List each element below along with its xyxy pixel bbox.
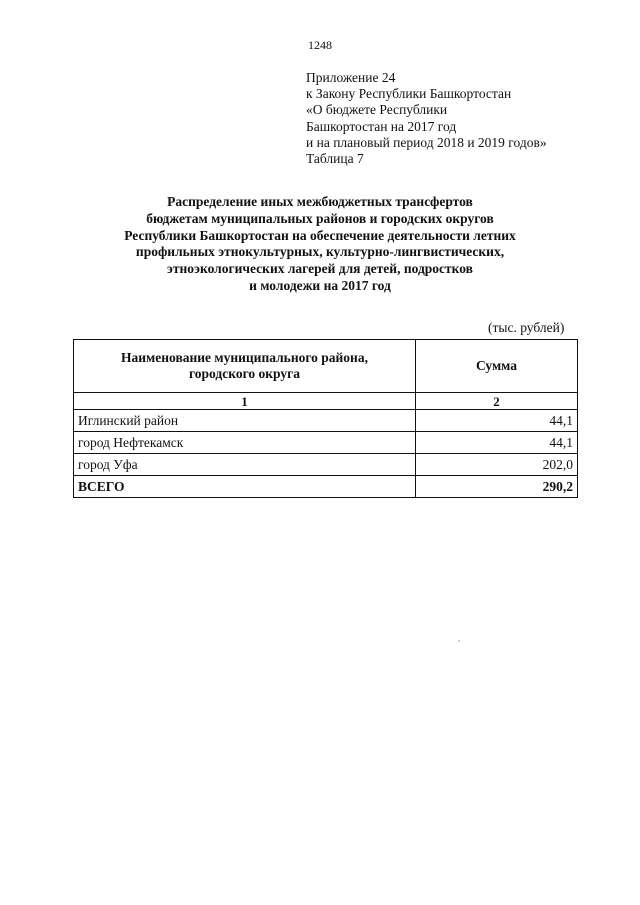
column-number-row	[74, 393, 578, 410]
table-header-row	[74, 340, 578, 393]
total-label: ВСЕГО	[74, 476, 416, 498]
column-number-1: 1	[74, 393, 416, 410]
title-line: этноэкологических лагерей для детей, подростков	[167, 261, 473, 277]
title-line: профильных этнокультурных, культурно-лингвистических,	[135, 244, 505, 260]
header-name-cell	[74, 340, 416, 393]
units-label: (тыс. рублей)	[488, 320, 565, 335]
document-title	[0, 194, 640, 295]
table-row	[74, 454, 578, 476]
header-sum-cell: Сумма	[416, 340, 578, 393]
title-line: Республики Башкортостан на обеспечение деятельности летних	[124, 227, 516, 243]
appendix-line: «О бюджете Республики	[306, 102, 448, 118]
total-sum: 290,2	[416, 476, 578, 498]
transfers-table	[73, 339, 578, 498]
scan-speck	[458, 640, 460, 642]
row-sum: 44,1	[416, 410, 578, 432]
table-row	[74, 410, 578, 432]
appendix-line: Башкортостан на 2017 год	[306, 118, 457, 134]
appendix-line: и на плановый период 2018 и 2019 годов»	[306, 134, 547, 150]
table-row	[74, 432, 578, 454]
appendix-header	[306, 70, 547, 167]
row-sum: 44,1	[416, 432, 578, 454]
appendix-line: к Закону Республики Башкортостан	[306, 86, 512, 102]
header-name-line1: Наименование муниципального района,	[121, 350, 368, 365]
title-line: бюджетам муниципальных районов и городских округов	[146, 210, 494, 226]
row-name: город Уфа	[74, 454, 416, 476]
table-label: Таблица 7	[306, 151, 364, 167]
page-number: 1248	[308, 38, 332, 52]
title-line: и молодежи на 2017 год	[249, 277, 391, 293]
row-name: город Нефтекамск	[74, 432, 416, 454]
column-number-2: 2	[416, 393, 578, 410]
row-sum: 202,0	[416, 454, 578, 476]
title-line: Распределение иных межбюджетных трансфертов	[167, 194, 473, 209]
appendix-line: Приложение 24	[306, 70, 396, 85]
header-name-line2: городского округа	[189, 366, 300, 381]
row-name: Иглинский район	[74, 410, 416, 432]
total-row	[74, 476, 578, 498]
